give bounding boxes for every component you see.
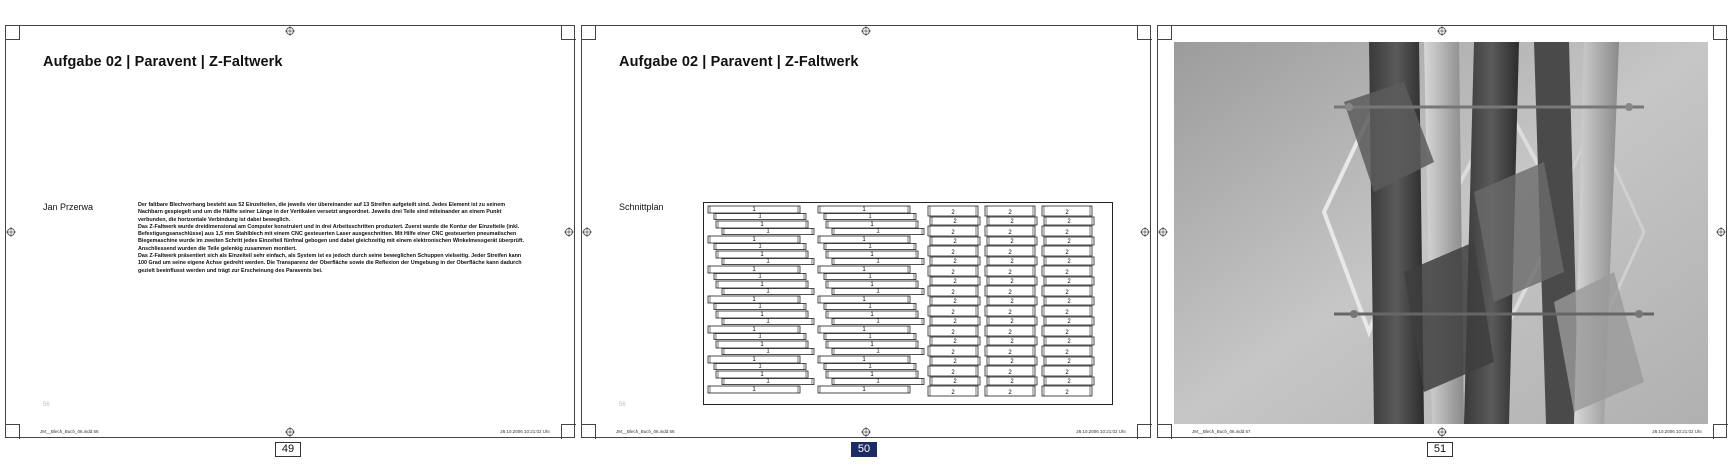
plan-piece-label: 2 [953,319,957,325]
plan-piece-label: 1 [870,372,874,378]
plan-piece-label: 2 [953,219,957,225]
plan-piece-label: 1 [766,318,770,325]
page-51[interactable] [1157,25,1727,438]
paragraph: Das Z-Faltwerk präsentiert sich als Einzelteil sehr einfach, als System ist es jedoch durch seine beweglichen Schuppen vielseitig. Jeder Streifen kann 100 Grad um seine eigene Achse gedreht werden. Die Transparenz der Oberfläche sowie die Reflexion der Umgebung in der Oberfläche kann dadurch gezielt beeinflusst werden und trägt zur Erscheinung des Paravents bei. [138,253,522,274]
plan-piece-label: 1 [862,357,866,363]
plan-piece-label: 2 [1067,339,1071,345]
plan-piece-label: 2 [951,370,955,376]
plan-piece-label: 1 [758,243,762,250]
cutting-plan-drawing [704,203,1112,404]
plan-piece-label: 2 [953,339,957,345]
registration-mark-icon [6,227,16,237]
slug-right: 26.10.2006 10:21:02 Uhr [1652,429,1702,434]
plan-piece-label: 1 [760,312,764,318]
plan-piece-label: 1 [876,258,880,265]
plan-piece-label: 2 [1065,350,1069,356]
plan-piece-label: 1 [766,258,770,265]
plan-piece-label: 2 [1010,239,1014,245]
plan-piece-label: 1 [868,243,872,250]
plan-piece-label: 2 [953,259,957,265]
paragraph: Das Z-Faltwerk wurde dreidimensional am Computer konstruiert und in drei Arbeitsschritten produziert. Zuerst wurde die Kontur der Einzelteile (inkl. Befestigungsanschlüsse) aus 1,5 mm Stahlblech mit einem CNC gesteuerten Laser ausgeschnitten. Mit Hilfe einer CNC gesteuerten pneumatischen Biegemaschine wurde im zweiten Schritt jedes Einzelteil fünfmal gebogen und dabei gleichzeitig mit einem elektronischen Winkelmessgerät überprüft. Anschliessend wurden die Teile gelenkig zusammen montiert. [138,223,525,252]
registration-mark-icon [1437,26,1447,36]
crop-mark [1157,424,1172,439]
plan-piece-label: 2 [951,330,955,336]
plan-piece-label: 1 [862,267,866,273]
plan-piece-label: 1 [868,303,872,310]
plan-piece-label: 1 [766,288,770,295]
plan-piece-label: 1 [766,378,770,385]
plan-piece-label: 1 [758,333,762,340]
plan-piece-label: 1 [752,237,756,243]
plan-piece-label: 2 [1008,390,1012,396]
registration-mark-icon [1437,427,1447,437]
plan-piece-label: 1 [868,213,872,220]
plan-piece-label: 1 [862,387,866,393]
plan-piece-label: 2 [1008,310,1012,316]
plan-piece-label: 1 [760,282,764,288]
plan-piece-label: 1 [870,342,874,348]
registration-mark-icon [861,26,871,36]
plan-piece-label: 2 [1008,230,1012,236]
page-title: Aufgabe 02 | Paravent | Z-Faltwerk [43,54,283,70]
plan-piece-label: 2 [1067,219,1071,225]
plan-piece-label: 1 [758,363,762,370]
page-number-49[interactable]: 49 [275,442,301,457]
registration-mark-icon [1140,227,1150,237]
plan-piece-label: 2 [1067,239,1071,245]
page-number-51[interactable]: 51 [1427,442,1453,457]
plan-piece-label: 2 [1067,299,1071,305]
plan-piece-label: 2 [1010,299,1014,305]
plan-piece-label: 2 [1008,290,1012,296]
plan-piece-label: 2 [953,379,957,385]
plan-piece-label: 2 [951,350,955,356]
plan-piece-label: 2 [1010,219,1014,225]
plan-piece-label: 2 [1065,290,1069,296]
plan-piece-label: 2 [1008,350,1012,356]
plan-piece-label: 1 [870,252,874,258]
folio: 56 [619,402,626,408]
plan-piece-label: 2 [1010,319,1014,325]
plan-piece-label: 1 [868,333,872,340]
plan-piece-label: 1 [868,273,872,280]
crop-mark [5,25,20,40]
plan-piece-label: 1 [766,228,770,235]
registration-mark-icon [1158,227,1168,237]
plan-piece-label: 2 [1065,230,1069,236]
plan-piece-label: 2 [1008,210,1012,216]
page-number-50[interactable]: 50 [851,442,877,457]
plan-piece-label: 1 [870,282,874,288]
page-title: Aufgabe 02 | Paravent | Z-Faltwerk [619,54,859,70]
plan-piece-label: 2 [1065,250,1069,256]
plan-piece-label: 2 [1065,330,1069,336]
photo-image [1174,42,1708,424]
plan-piece-label: 1 [758,213,762,220]
plan-piece-label: 1 [752,327,756,333]
slug-left: JM__Blech_Buch_06.indd 56 [616,429,675,434]
plan-piece-label: 2 [1010,339,1014,345]
plan-piece-label: 2 [1010,379,1014,385]
plan-piece-label: 2 [1067,279,1071,285]
registration-mark-icon [285,26,295,36]
plan-piece-label: 2 [951,230,955,236]
plan-piece-label: 1 [862,297,866,303]
plan-piece-label: 2 [1065,210,1069,216]
plan-piece-label: 1 [752,267,756,273]
crop-mark [1713,424,1728,439]
plan-piece-label: 1 [752,207,756,213]
plan-piece-label: 1 [862,207,866,213]
slug-right: 26.10.2006 10:21:02 Uhr [1076,429,1126,434]
crop-mark [1713,25,1728,40]
page-50[interactable] [581,25,1151,438]
plan-piece-label: 2 [1067,359,1071,365]
registration-mark-icon [582,227,592,237]
plan-piece-label: 2 [951,390,955,396]
plan-piece-label: 1 [862,237,866,243]
crop-mark [5,424,20,439]
plan-piece-label: 2 [953,239,957,245]
plan-piece-label: 1 [862,327,866,333]
plan-piece-label: 2 [1008,270,1012,276]
plan-piece-label: 2 [1065,390,1069,396]
crop-mark [581,424,596,439]
page-49[interactable] [5,25,575,438]
plan-piece-label: 1 [752,387,756,393]
plan-piece-label: 2 [951,290,955,296]
crop-mark [1137,424,1152,439]
plan-piece-label: 1 [758,303,762,310]
slug-right: 26.10.2006 10:21:02 Uhr [500,429,550,434]
plan-piece-label: 2 [1010,359,1014,365]
plan-piece-label: 2 [1067,379,1071,385]
section-label: Schnittplan [619,202,664,212]
registration-mark-icon [861,427,871,437]
registration-mark-icon [564,227,574,237]
crop-mark [581,25,596,40]
slug-left: JM__Blech_Buch_06.indd 56 [40,429,99,434]
plan-piece-label: 2 [1008,250,1012,256]
plan-piece-label: 2 [1065,310,1069,316]
plan-piece-label: 1 [752,357,756,363]
slug-left: JM__Blech_Buch_06.indd 57 [1192,429,1251,434]
plan-piece-label: 1 [760,222,764,228]
plan-piece-label: 1 [760,372,764,378]
paragraph: Der faltbare Blechvorhang besteht aus 52 Einzelteilen, die jeweils vier übereinander auf 13 Streifen aufgeteilt sind. Jedes Element ist zu seinem Nachbarn gespiegelt und um die Hälfte seiner Länge in der Vertikalen versetzt angeordnet. Jeweils drei Teile sind miteinander an einem Punkt verbunden, die horizontale Verbindung ist dabei beweglich. [138,202,505,223]
plan-piece-label: 1 [876,348,880,355]
crop-mark [561,25,576,40]
plan-piece-label: 2 [1065,270,1069,276]
plan-piece-label: 2 [1067,319,1071,325]
plan-piece-label: 1 [760,252,764,258]
plan-piece-label: 2 [951,210,955,216]
plan-piece-label: 2 [1008,370,1012,376]
plan-piece-label: 2 [1010,259,1014,265]
plan-piece-label: 2 [1008,330,1012,336]
plan-piece-label: 1 [876,228,880,235]
plan-piece-label: 2 [953,299,957,305]
plan-piece-label: 1 [876,288,880,295]
plan-piece-label: 1 [758,273,762,280]
crop-mark [561,424,576,439]
registration-mark-icon [285,427,295,437]
plan-piece-label: 1 [870,222,874,228]
plan-piece-label: 2 [951,270,955,276]
author-name: Jan Przerwa [43,202,94,212]
plan-piece-label: 2 [1067,259,1071,265]
plan-piece-label: 2 [953,279,957,285]
cutting-plan [703,202,1113,405]
plan-piece-label: 1 [766,348,770,355]
plan-piece-label: 1 [876,318,880,325]
plan-piece-label: 1 [876,378,880,385]
plan-piece-label: 1 [752,297,756,303]
plan-piece-label: 2 [1065,370,1069,376]
plan-piece-label: 1 [760,342,764,348]
plan-piece-label: 2 [951,310,955,316]
folio: 56 [43,402,50,408]
body-text [138,202,530,275]
registration-mark-icon [1716,227,1726,237]
plan-piece-label: 2 [951,250,955,256]
plan-piece-label: 1 [870,312,874,318]
plan-piece-label: 2 [953,359,957,365]
plan-piece-label: 2 [1010,279,1014,285]
sculpture-photo [1174,42,1708,424]
crop-mark [1137,25,1152,40]
crop-mark [1157,25,1172,40]
plan-piece-label: 1 [868,363,872,370]
